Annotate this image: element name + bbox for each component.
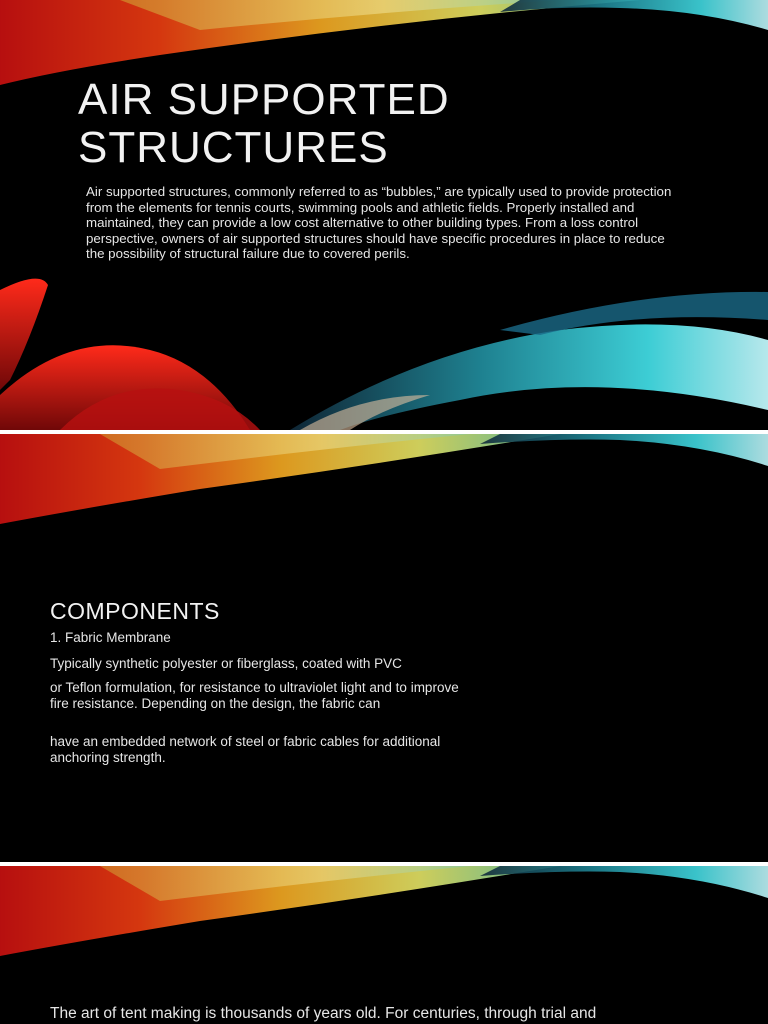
slide-body-text: Air supported structures, commonly referred to as “bubbles,” are typically used to provide protection from the elements for tennis courts, swimming pools and athletic fields. Properly installed and maintained, they can provide a low cost alternative to other building types. From a loss control perspective, owners of air supported structures should have specific procedures in place to reduce the possibility of structural failure due to covered perils. [86, 184, 672, 262]
slide-components [0, 434, 768, 862]
slide-heading: COMPONENTS [50, 598, 220, 624]
list-item: 1. Fabric Membrane [50, 630, 171, 645]
decorative-swoosh [0, 434, 768, 862]
decorative-swoosh [0, 866, 768, 1024]
slide-title-heading [78, 76, 678, 172]
paragraph: or Teflon formulation, for resistance to ultraviolet light and to improve fire resistance. Depending on the design, the fabric can [50, 680, 459, 711]
slide-history [0, 866, 768, 1024]
slide-body-text: The art of tent making is thousands of years old. For centuries, through trial and [50, 1005, 597, 1022]
paragraph: have an embedded network of steel or fabric cables for additional anchoring strength. [50, 734, 441, 765]
title-line-1: AIR SUPPORTED [78, 75, 450, 124]
title-line-2: STRUCTURES [78, 123, 389, 172]
slide-title [0, 0, 768, 430]
paragraph: Typically synthetic polyester or fiberglass, coated with PVC [50, 656, 402, 671]
